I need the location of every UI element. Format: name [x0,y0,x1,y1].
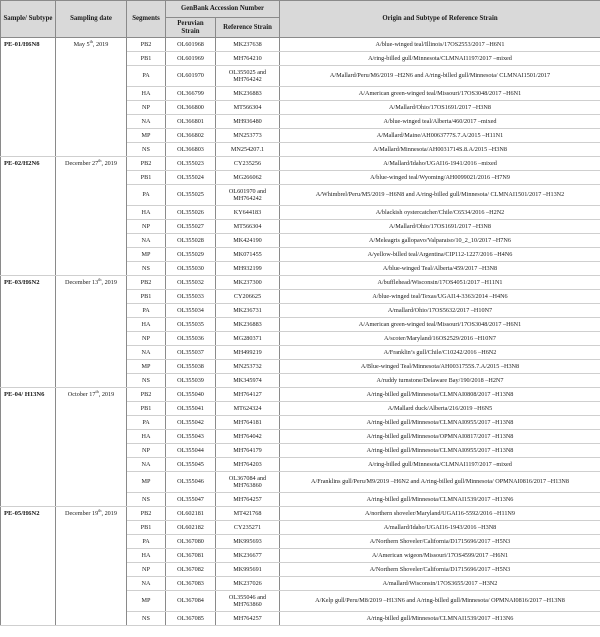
peruvian-strain-cell: OL367081 [166,549,216,563]
sampling-date-cell [56,388,127,507]
header-date: Sampling date [56,1,127,38]
origin-cell: A/blackish oystercatcher/Chile/C6534/2016 –H2N2 [280,206,600,220]
peruvian-strain-cell: OL355043 [166,430,216,444]
origin-cell: A/blue-winged teal/Alberta/460/2017 –mixed [280,115,600,129]
peruvian-strain-cell: OL355045 [166,458,216,472]
header-origin: Origin and Subtype of Reference Strain [280,1,600,38]
origin-cell: A/mallard/Wisconsin/17OS3655/2017 –H3N2 [280,577,600,591]
reference-strain-cell: MH764257 [216,493,280,507]
segment-cell: PB2 [127,507,166,521]
peruvian-strain-cell: OL355027 [166,220,216,234]
segment-cell: MP [127,472,166,493]
reference-strain-cell: MT566304 [216,101,280,115]
reference-strain-cell: MH764127 [216,388,280,402]
peruvian-strain-cell: OL601970 [166,66,216,87]
peruvian-strain-cell: OL367083 [166,577,216,591]
origin-cell: A/Blue-winged Teal/Minnesota/AH0031755S.7.A/2015 –H3N8 [280,360,600,374]
segment-cell: PB1 [127,402,166,416]
reference-strain-cell: OL355025 and MH764242 [216,66,280,87]
peruvian-strain-cell: OL355023 [166,157,216,171]
peruvian-strain-cell: OL355026 [166,206,216,220]
date-year: , 2019 [101,510,117,517]
peruvian-strain-cell: OL355040 [166,388,216,402]
reference-strain-cell: OL367084 and MH763860 [216,472,280,493]
segment-cell: PB1 [127,171,166,185]
origin-cell: A/ruddy turnstone/Delaware Bay/190/2018 –H2N7 [280,374,600,388]
peruvian-strain-cell: OL355047 [166,493,216,507]
origin-cell: A/mallard/Idaho/UGAI16-1943/2016 –H3N8 [280,521,600,535]
segment-cell: NS [127,262,166,276]
reference-strain-cell: CY235256 [216,157,280,171]
date-text: December 13 [65,279,99,286]
peruvian-strain-cell: OL355029 [166,248,216,262]
reference-strain-cell: MK424190 [216,234,280,248]
origin-cell: A/ring-billed gull/Minnesota/CLMNAI0808/2017 –H13N8 [280,388,600,402]
peruvian-strain-cell: OL367082 [166,563,216,577]
segment-cell: NS [127,374,166,388]
segment-cell: NP [127,563,166,577]
peruvian-strain-cell: OL367080 [166,535,216,549]
origin-cell: A/Meleagris gallopavo/Valparaiso/10_2_10/2017 –H7N6 [280,234,600,248]
sampling-date-cell [56,38,127,157]
segment-cell: MP [127,129,166,143]
segment-cell: PA [127,185,166,206]
peruvian-strain-cell: OL355039 [166,374,216,388]
origin-cell: A/blue-winged teal/Wyoming/AH0099021/2016 –H7N9 [280,171,600,185]
peruvian-strain-cell: OL355037 [166,346,216,360]
segment-cell: HA [127,318,166,332]
reference-strain-cell: MK995693 [216,535,280,549]
reference-strain-cell: CY235271 [216,521,280,535]
header-peruvian: Peruvian Strain [166,18,216,38]
sample-subtype-cell: PE-03/H6N2 [1,276,56,388]
origin-cell: A/Northern Shoveler/California/D1715696/2017 –H5N3 [280,535,600,549]
origin-cell: A/ring-billed gull/Minnesota/CLMNAI0955/2017 –H13N8 [280,444,600,458]
reference-strain-cell: MK236883 [216,87,280,101]
origin-cell: A/blue-winged teal/Texas/UGAI14-3363/2014 –H4N6 [280,290,600,304]
date-year: , 2019 [101,160,117,167]
peruvian-strain-cell: OL355041 [166,402,216,416]
reference-strain-cell: MK345974 [216,374,280,388]
peruvian-strain-cell: OL355035 [166,318,216,332]
peruvian-strain-cell: OL355033 [166,290,216,304]
table-row [1,388,600,402]
peruvian-strain-cell: OL355034 [166,304,216,318]
reference-strain-cell: MT421768 [216,507,280,521]
reference-strain-cell: MK236731 [216,304,280,318]
origin-cell: A/Mallard/Peru/M6/2019 –H2N6 and A/ring-billed gull/Minnesota/ CLMNAI1501/2017 [280,66,600,87]
header-segments: Segments [127,1,166,38]
peruvian-strain-cell: OL602182 [166,521,216,535]
date-text: October 17 [67,391,96,398]
sampling-date-cell [56,276,127,388]
origin-cell: A/mallard/Ohio/17OS5632/2017 –H10N7 [280,304,600,318]
table-body [1,38,600,626]
reference-strain-cell: MH764179 [216,444,280,458]
peruvian-strain-cell: OL355024 [166,171,216,185]
origin-cell: A/northern shoveler/Maryland/UGAI16-5592/2016 –H11N9 [280,507,600,521]
segment-cell: NP [127,332,166,346]
peruvian-strain-cell: OL366800 [166,101,216,115]
segment-cell: PB2 [127,276,166,290]
date-suffix: th [98,157,102,163]
segment-cell: PB2 [127,38,166,52]
peruvian-strain-cell: OL355044 [166,444,216,458]
origin-cell: A/Mallard/Maine/AH0063777S.7.A/2015 –H11N1 [280,129,600,143]
segment-cell: NS [127,143,166,157]
reference-strain-cell: MK995691 [216,563,280,577]
reference-strain-cell: MT566304 [216,220,280,234]
segment-cell: NA [127,577,166,591]
origin-cell: A/blue-winged teal/Illinois/17OS2553/2017 –H6N1 [280,38,600,52]
reference-strain-cell: MH764203 [216,458,280,472]
table-row [1,507,600,521]
table-row [1,276,600,290]
peruvian-strain-cell: OL366801 [166,115,216,129]
segment-cell: NA [127,458,166,472]
origin-cell: A/Mallard/Ohio/17OS1691/2017 –H3N8 [280,220,600,234]
date-suffix: th [98,507,102,513]
segment-cell: PB2 [127,157,166,171]
segment-cell: PB1 [127,521,166,535]
sample-subtype-cell: PE-04/ H13N6 [1,388,56,507]
reference-strain-cell: MG266062 [216,171,280,185]
reference-strain-cell: OL355046 and MH763860 [216,591,280,612]
segment-cell: PB1 [127,290,166,304]
sample-subtype-cell: PE-02/H2N6 [1,157,56,276]
peruvian-strain-cell: OL355046 [166,472,216,493]
segment-cell: NP [127,220,166,234]
reference-strain-cell: MG280371 [216,332,280,346]
peruvian-strain-cell: OL601968 [166,38,216,52]
reference-strain-cell: MH936480 [216,115,280,129]
reference-strain-cell: MN253732 [216,360,280,374]
peruvian-strain-cell: OL355032 [166,276,216,290]
origin-cell: A/Franklin’s gull/Chile/C10242/2016 –H6N2 [280,346,600,360]
origin-cell: A/ring-billed gull/Minnesota/CLMNAI1197/2017 –mixed [280,52,600,66]
segment-cell: NP [127,101,166,115]
segment-cell: PB2 [127,388,166,402]
origin-cell: A/Mallard/Ohio/17OS1691/2017 –H3N8 [280,101,600,115]
origin-cell: A/ring-billed gull/Minnesota/CLMNAI1197/2017 –mixed [280,458,600,472]
origin-cell: A/American green-winged teal/Missouri/17OS3048/2017 –H6N1 [280,87,600,101]
segment-cell: NA [127,115,166,129]
date-year: , 2019 [98,391,115,398]
origin-cell: A/Mallard duck/Alberta/216/2019 –H6N5 [280,402,600,416]
segment-cell: NS [127,493,166,507]
reference-strain-cell: MK237638 [216,38,280,52]
segment-cell: HA [127,87,166,101]
origin-cell: A/scoter/Maryland/16OS2529/2016 –H10N7 [280,332,600,346]
date-year: , 2019 [101,279,117,286]
peruvian-strain-cell: OL355042 [166,416,216,430]
segment-cell: PA [127,416,166,430]
date-suffix: th [95,388,99,394]
peruvian-strain-cell: OL355038 [166,360,216,374]
reference-strain-cell: MK236883 [216,318,280,332]
origin-cell: A/ring-billed gull/Minnesota/CLMNAI0955/2017 –H13N8 [280,416,600,430]
segment-cell: NP [127,444,166,458]
segment-cell: HA [127,430,166,444]
origin-cell: A/yellow-billed teal/Argentina/CIP112-1227/2016 –H4N6 [280,248,600,262]
header-sample: Sample/ Subtype [1,1,56,38]
origin-cell: A/bufflehead/Wisconsin/17OS4051/2017 –H11N1 [280,276,600,290]
reference-strain-cell: MN253773 [216,129,280,143]
sample-subtype-cell: PE-05/H6N2 [1,507,56,626]
segment-cell: NS [127,612,166,626]
reference-strain-cell: OL601970 and MH764242 [216,185,280,206]
table-row [1,38,600,52]
peruvian-strain-cell: OL355025 [166,185,216,206]
origin-cell: A/Northern Shoveler/California/D1715696/2017 –H5N3 [280,563,600,577]
table-row [1,157,600,171]
origin-cell: A/Mallard/Minnesota/AH0031714S.8.A/2015 –H3N8 [280,143,600,157]
origin-cell: A/Mallard/Idaho/UGAI16-1941/2016 –mixed [280,157,600,171]
segment-cell: MP [127,360,166,374]
segment-cell: HA [127,549,166,563]
peruvian-strain-cell: OL601969 [166,52,216,66]
date-suffix: th [89,38,93,44]
reference-strain-cell: MH764042 [216,430,280,444]
reference-strain-cell: MN254207.1 [216,143,280,157]
peruvian-strain-cell: OL355036 [166,332,216,346]
reference-strain-cell: MK237026 [216,577,280,591]
segment-cell: MP [127,591,166,612]
segment-cell: HA [127,206,166,220]
peruvian-strain-cell: OL366799 [166,87,216,101]
header-reference: Reference Strain [216,18,280,38]
origin-cell: A/ring-billed gull/Minnesota/OPMNAI0817/2017 –H13N8 [280,430,600,444]
peruvian-strain-cell: OL355030 [166,262,216,276]
peruvian-strain-cell: OL366802 [166,129,216,143]
sampling-date-cell [56,507,127,626]
segment-cell: NA [127,346,166,360]
reference-strain-cell: MH764257 [216,612,280,626]
peruvian-strain-cell: OL602181 [166,507,216,521]
peruvian-strain-cell: OL355028 [166,234,216,248]
origin-cell: A/ring-billed gull/Minnesota/CLMNAI1539/2017 –H13N6 [280,493,600,507]
date-text: May 5 [73,41,90,48]
peruvian-strain-cell: OL366803 [166,143,216,157]
origin-cell: A/ring-billed gull/Minnesota/CLMNAI1539/2017 –H13N6 [280,612,600,626]
peruvian-strain-cell: OL367085 [166,612,216,626]
segment-cell: PA [127,304,166,318]
segment-cell: MP [127,248,166,262]
reference-strain-cell: MK237300 [216,276,280,290]
segment-cell: PA [127,535,166,549]
peruvian-strain-cell: OL367084 [166,591,216,612]
reference-strain-cell: MK071455 [216,248,280,262]
reference-strain-cell: KY644183 [216,206,280,220]
origin-cell: A/American wigeon/Missouri/17OS4599/2017 –H6N1 [280,549,600,563]
sample-subtype-cell: PE-01/H6N8 [1,38,56,157]
origin-cell: A/American green-winged teal/Missouri/17OS3048/2017 –H6N1 [280,318,600,332]
reference-strain-cell: CY206625 [216,290,280,304]
origin-cell: A/Whimbrel/Peru/M5/2019 –H6N8 and A/ring-billed gull/Minnesota/ CLMNAI1501/2017 –H13N2 [280,185,600,206]
origin-cell: A/blue-winged Teal/Alberta/459/2017 –H3N8 [280,262,600,276]
reference-strain-cell: MH932199 [216,262,280,276]
date-text: December 27 [65,160,99,167]
reference-strain-cell: MT624324 [216,402,280,416]
date-suffix: th [98,276,102,282]
segment-cell: PB1 [127,52,166,66]
origin-cell: A/Kelp gull/Peru/M8/2019 –H13N6 and A/ring-billed gull/Minnesota/ OPMNAI0816/2017 –H13N8 [280,591,600,612]
header-genbank: GenBank Accession Number [166,1,280,18]
segment-cell: PA [127,66,166,87]
reference-strain-cell: MK236677 [216,549,280,563]
sampling-date-cell [56,157,127,276]
segment-cell: NA [127,234,166,248]
reference-strain-cell: MH764181 [216,416,280,430]
origin-cell: A/Franklins gull/Peru/M9/2019 –H6N2 and A/ring-billed gull/Minnesota/ OPMNAI0816/2017 –H13N8 [280,472,600,493]
reference-strain-cell: MH764210 [216,52,280,66]
date-text: December 19 [65,510,99,517]
reference-strain-cell: MH499219 [216,346,280,360]
date-year: , 2019 [92,41,109,48]
